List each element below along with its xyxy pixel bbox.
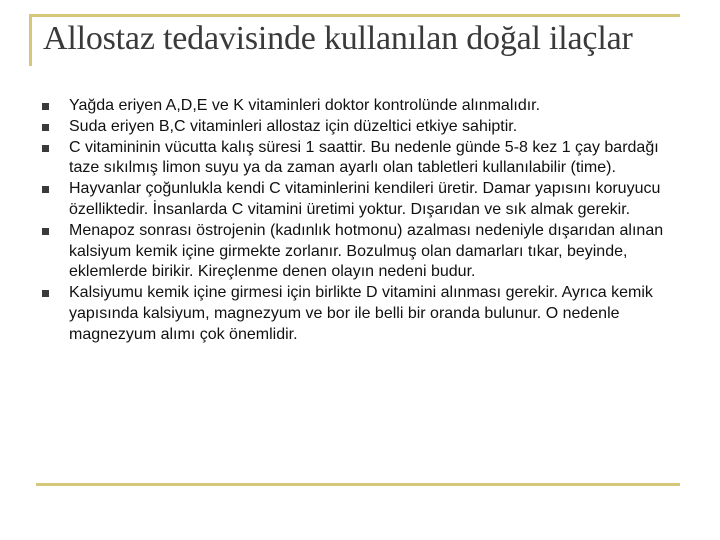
bullet-text-5: Menapoz sonrası östrojenin (kadınlık hotmonu) azalması nedeniyle dışarıdan alınan kalsiyum kemik içine girmekte zorlanır. Bozulmuş olan damarları tıkar, beyinde, eklemlerde birikir. Kireçlenme denen olayın nedeni budur. <box>69 221 664 281</box>
title-frame-vertical-line <box>29 14 32 66</box>
bullet-item-5 <box>42 221 682 283</box>
bullet-item-6 <box>42 283 682 345</box>
square-bullet-icon <box>42 124 49 131</box>
bullet-text-6: Kalsiyumu kemik içine girmesi için birlikte D vitamini alınması gerekir. Ayrıca kemik yapısında kalsiyum, magnezyum ve bor ile belli bir oranda bulunur. O nedenle magnezyum alımı çok önemlidir. <box>69 284 653 343</box>
bullet-item-3 <box>42 138 682 180</box>
bullet-text-1: Yağda eriyen A,D,E ve K vitaminleri doktor kontrolünde alınmalıdır. <box>69 97 541 114</box>
square-bullet-icon <box>42 228 49 235</box>
bullet-text-3: C vitamininin vücutta kalış süresi 1 saattir. Bu nedenle günde 5-8 kez 1 çay bardağı taze sıkılmış limon suyu ya da zaman ayarlı olan tabletleri kullanılabilir (time). <box>69 138 659 177</box>
bottom-divider-line <box>36 483 680 486</box>
title-frame-top-line <box>29 14 680 17</box>
square-bullet-icon <box>42 103 49 110</box>
square-bullet-icon <box>42 290 49 297</box>
bullet-item-2 <box>42 117 682 138</box>
square-bullet-icon <box>42 186 49 193</box>
slide-title: Allostaz tedavisinde kullanılan doğal ilaçlar <box>43 20 633 57</box>
square-bullet-icon <box>42 145 49 152</box>
bullet-text-4: Hayvanlar çoğunlukla kendi C vitaminlerini kendileri üretir. Damar yapısını koruyucu özelliktedir. İnsanlarda C vitamini üretimi yoktur. Dışarıdan ve sık almak gerekir. <box>69 180 661 218</box>
bullet-list <box>42 96 682 346</box>
bullet-text-2: Suda eriyen B,C vitaminleri allostaz için düzeltici etkiye sahiptir. <box>69 117 518 135</box>
bullet-item-1 <box>42 96 682 117</box>
bullet-item-4 <box>42 179 682 221</box>
